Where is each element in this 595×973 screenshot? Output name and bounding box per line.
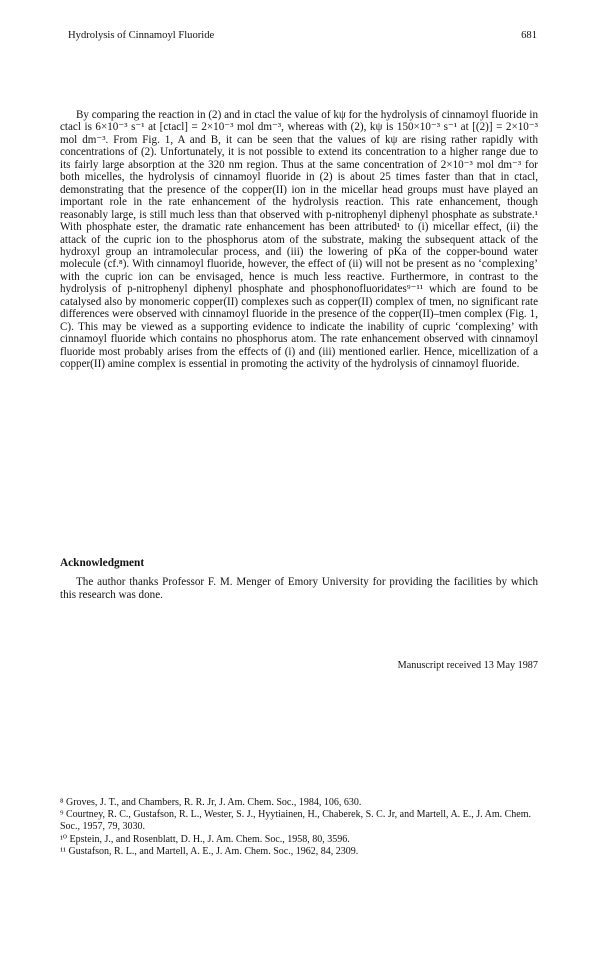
reference-8: ⁸ Groves, J. T., and Chambers, R. R. Jr, J. Am. Chem. Soc., 1984, 106, 630.: [60, 797, 362, 808]
reference-10: ¹⁰ Epstein, J., and Rosenblatt, D. H., J. Am. Chem. Soc., 1958, 80, 3596.: [60, 833, 350, 845]
acknowledgment-section: [60, 576, 538, 602]
running-title: Hydrolysis of Cinnamoyl Fluoride: [68, 30, 215, 41]
references: [60, 797, 538, 858]
reference-9: ⁹ Courtney, R. C., Gustafson, R. L., Wester, S. J., Hyytiainen, H., Chaberek, S. C. Jr, and Martell, A. E., J. Am. Chem. Soc., 1957, 79, 3030.: [60, 809, 532, 833]
page-number: 681: [521, 30, 537, 41]
body-paragraph: By comparing the reaction in (2) and in ctacl the value of kψ for the hydrolysis of cinnamoyl fluoride in ctacl is 6×10⁻³ s⁻¹ at [ctacl] = 2×10⁻³ mol dm⁻³, whereas with (2), kψ is 150×10⁻³ s⁻¹ at [(2)] = 2×10⁻³ mol dm⁻³. From Fig. 1, A and B, it can be seen that the values of kψ are rising rather rapidly with concentrations of (2). Unfortunately, it is not possible to extend its concentration to a higher range due to its fairly large absorption at the 320 nm region. Thus at the same concentration of 2×10⁻³ mol dm⁻³ for both micelles, the hydrolysis of cinnamoyl fluoride in (2) is about 25 times faster than that in ctacl, demonstrating that the presence of the copper(II) ion in the micellar head groups must have played an important role in the rate enhancement of the hydrolysis reaction. This rate enhancement, though reasonably large, is still much less than that observed with p-nitrophenyl diphenyl phosphate as substrate.¹ With phosphate ester, the dramatic rate enhancement has been attributed¹ to (i) micellar effect, (ii) the attack of the cupric ion to the phosphorus atom of the substrate, making the subsequent attack of the hydroxyl group an intramolecular process, and (iii) the lowering of pKa of the copper-bound water molecule (cf.⁸). With cinnamoyl fluoride, however, the effect of (ii) will not be present as no ‘complexing’ with the cupric ion can be envisaged, hence is much less reactive. Furthermore, in contrast to the hydrolysis of p-nitrophenyl diphenyl phosphate and phosphonofluoridates⁹⁻¹¹ which are found to be catalysed also by monomeric copper(II) complexes such as copper(II) complex of tmen, no significant rate differences were observed with cinnamoyl fluoride in the presence of the copper(II)–tmen complex (Fig. 1, C). This may be viewed as a supporting evidence to indicate the inability of cupric ‘complexing’ with cinnamoyl fluoride which contains no phosphorus atom. The rate enhancement observed with cinnamoyl fluoride most probably arises from the effects of (i) and (iii) mentioned earlier. Hence, micellization of a copper(II) amine complex is essential in promoting the activity of the hydrolysis of cinnamoyl fluoride.: [60, 109, 538, 371]
manuscript-received: Manuscript received 13 May 1987: [397, 660, 538, 671]
acknowledgment-text: The author thanks Professor F. M. Menger of Emory University for providing the facilities by which this research was done.: [60, 576, 538, 601]
acknowledgment-heading: Acknowledgment: [60, 557, 145, 569]
running-header: [68, 30, 537, 44]
reference-11: ¹¹ Gustafson, R. L., and Martell, A. E., J. Am. Chem. Soc., 1962, 84, 2309.: [60, 845, 359, 857]
main-text: [60, 109, 538, 371]
